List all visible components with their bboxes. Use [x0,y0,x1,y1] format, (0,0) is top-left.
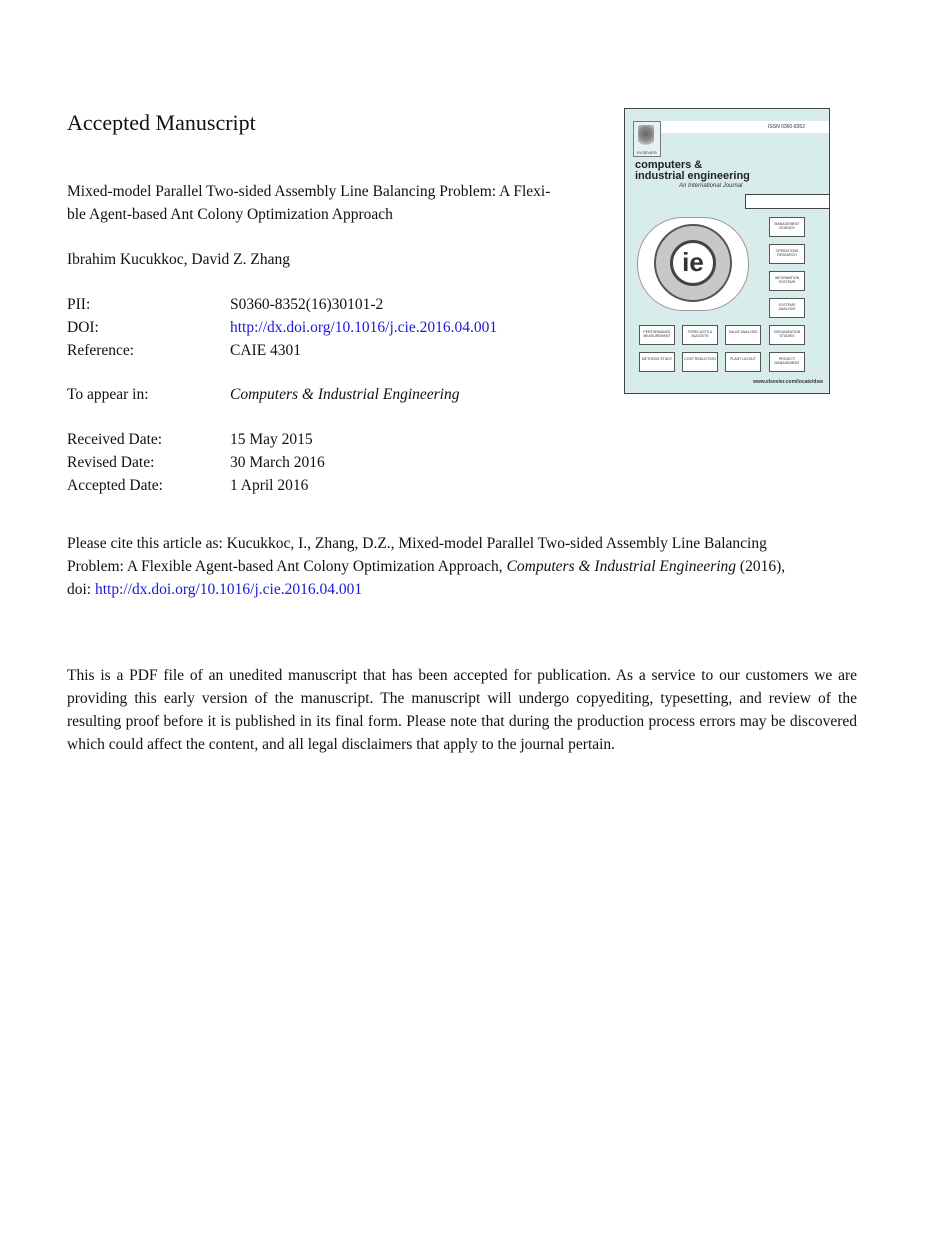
cover-url: www.elsevier.com/locate/dsw [753,379,823,385]
authors: Ibrahim Kucukkoc, David Z. Zhang [67,251,290,268]
cover-banner-box [745,194,830,209]
elsevier-tree-icon [638,125,654,147]
received-row [67,428,627,451]
manuscript-heading: Accepted Manuscript [67,110,256,135]
appear-block [67,383,627,406]
accepted-label: Accepted Date: [67,477,163,494]
accepted-row [67,474,627,497]
cover-journal-title [635,160,750,182]
citation-block [67,532,857,601]
received-label: Received Date: [67,431,163,448]
cover-journal-line-2: industrial engineering [635,170,750,182]
elsevier-wordmark: ELSEVIER [637,150,657,155]
reference-value: CAIE 4301 [230,342,302,359]
revised-label: Revised Date: [67,454,155,471]
revised-value: 30 March 2016 [230,454,325,471]
doi-row [67,316,627,339]
ie-logo-text: ie [670,240,716,286]
cover-tag: COST REDUCTION [682,352,718,372]
cover-tag: OPERATIONS RESEARCH [769,244,805,264]
cover-issn: ISSN 0360-8352 [661,121,829,133]
citation-journal: Computers & Industrial Engineering [506,558,737,575]
article-title-line-1: Mixed-model Parallel Two-sided Assembly Line Balancing Problem: A Flexi- [67,183,551,200]
identifiers-block [67,293,627,362]
cover-tag: MANAGEMENT SCIENCE [769,217,805,237]
cover-tag: VALUE ANALYSIS [725,325,761,345]
cover-tag: ORGANIZATION STUDIES [769,325,805,345]
reference-row [67,339,627,362]
cover-tag: INFORMATION SYSTEMS [769,271,805,291]
article-title-line-2: ble Agent-based Ant Colony Optimization Approach [67,206,393,223]
pii-row [67,293,627,316]
appear-row [67,383,627,406]
citation-line-2 [67,555,857,578]
cover-journal-subtitle: An International Journal [679,183,743,189]
doi-link[interactable]: http://dx.doi.org/10.1016/j.cie.2016.04.001 [230,319,498,336]
cover-tag: PLANT LAYOUT [725,352,761,372]
appear-label: To appear in: [67,386,149,403]
cover-journal-line-1: computers & [635,159,703,171]
citation-line-2-text: Problem: A Flexible Agent-based Ant Colony Optimization Approach, [67,558,507,575]
elsevier-logo-icon [633,121,661,157]
citation-year: (2016), [736,558,786,575]
citation-doi-link[interactable]: http://dx.doi.org/10.1016/j.cie.2016.04.001 [95,581,363,598]
citation-doi-prefix: doi: [67,581,95,598]
disclaimer-notice: This is a PDF file of an unedited manuscript that has been accepted for publication. As a service to our customers we are providing this early version of the manuscript. The manuscript will undergo copyediting, typesetting, and review of the resulting proof before it is published in its final form. Please note that during the production process errors may be discovered which could affect the content, and all legal disclaimers that apply to the journal pertain. [67,667,857,753]
citation-line-1: Please cite this article as: Kucukkoc, I., Zhang, D.Z., Mixed-model Parallel Two-sided Assembly Line Balancing [67,535,767,552]
accepted-value: 1 April 2016 [230,477,309,494]
cover-tag: FORECASTS & BUDGETS [682,325,718,345]
cover-tag: SYSTEMS ANALYSIS [769,298,805,318]
cover-tag: PROJECT MANAGEMENT [769,352,805,372]
pii-value: S0360-8352(16)30101-2 [230,296,384,313]
dates-block [67,428,627,497]
pii-label: PII: [67,296,91,313]
reference-label: Reference: [67,342,135,359]
journal-cover-image [624,108,830,394]
cover-tag: METHODS STUDY [639,352,675,372]
ie-logo-icon [637,217,749,311]
cover-tag: PERFORMANCE MEASUREMENT [639,325,675,345]
received-value: 15 May 2015 [230,431,313,448]
appear-journal: Computers & Industrial Engineering [230,386,460,403]
article-title [67,180,607,226]
citation-line-3 [67,578,857,601]
doi-label: DOI: [67,319,99,336]
revised-row [67,451,627,474]
